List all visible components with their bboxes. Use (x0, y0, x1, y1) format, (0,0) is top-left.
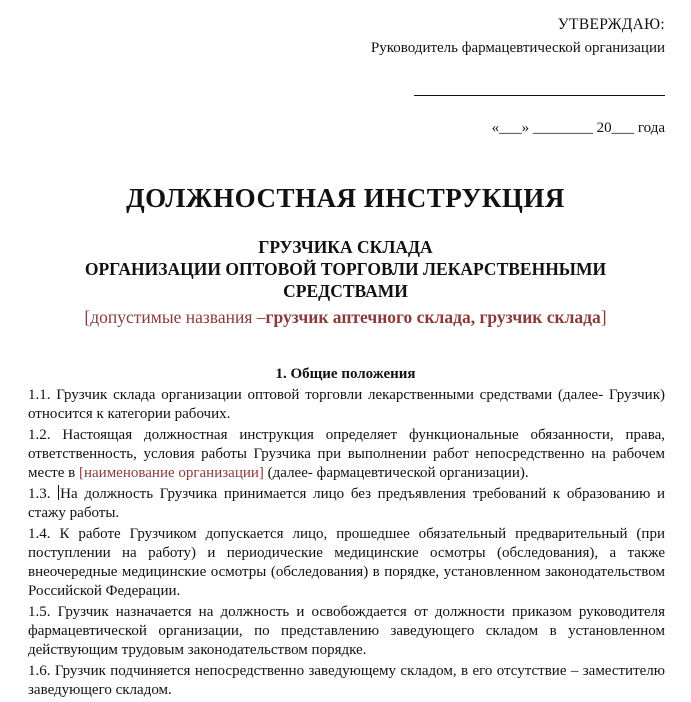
clause-1-3 (28, 485, 665, 523)
approval-position: Руководитель фармацевтической организации (370, 40, 665, 56)
document-title: ДОЛЖНОСТНАЯ ИНСТРУКЦИЯ (126, 183, 565, 213)
subtitle-line-3: СРЕДСТВАМИ (283, 281, 408, 301)
clause-1-4: 1.4. К работе Грузчиком допускается лицо, прошедшее обязательный предварительный (при поступлении на работу) и периодические медицинские осмотры (обследования), а также внеочередные медицинские осмотры (обследования) в порядке, установленном законодательством Российской Федерации. (28, 526, 665, 599)
organization-name-placeholder: [наименование организации] (78, 465, 264, 481)
approval-title: УТВЕРЖДАЮ: (557, 16, 665, 33)
clause-1-5: 1.5. Грузчик назначается на должность и освобождается от должности приказом руководителя фармацевтической организации, по представлению заведующего складом в установленном действующим трудовым законодательством порядке. (28, 604, 665, 658)
section-title: 1. Общие положения (275, 366, 416, 382)
clause-1-2-text-end: (далее- фармацевтической организации). (263, 465, 529, 481)
alt-names-suffix: ] (600, 307, 607, 327)
clause-1-3-text: На должность Грузчика принимается лицо без предъявления требований к образованию и стажу работы. (28, 486, 665, 521)
clause-1-2 (28, 426, 665, 483)
subtitle-line-2: ОРГАНИЗАЦИИ ОПТОВОЙ ТОРГОВЛИ ЛЕКАРСТВЕННЫМИ (84, 259, 607, 279)
subtitle-line-1: ГРУЗЧИКА СКЛАДА (258, 237, 433, 257)
clause-list (28, 386, 665, 702)
alt-names-prefix: [допустимые названия – (84, 307, 266, 327)
clause-1-6: 1.6. Грузчик подчиняется непосредственно заведующему складом, в его отсутствие – заместителю заведующего складом. (28, 663, 665, 698)
clause-1-2-text-start: 1.2. Настоящая должностная инструкция определяет функциональные обязанности, права, ответственность, условия работы Грузчика при выполнении работ непосредственно на рабочем месте в (28, 427, 665, 481)
clause-1-3-number: 1.3. (28, 486, 58, 502)
approval-date-line: «___» ________ 20___ года (491, 120, 665, 136)
alternative-names (0, 305, 691, 329)
signature-line (414, 95, 665, 96)
clause-1-1: 1.1. Грузчик склада организации оптовой торговли лекарственными средствами (далее- Грузчик) относится к категории рабочих. (28, 387, 665, 422)
document-subtitle (40, 236, 651, 302)
alt-names-bold: грузчик аптечного склада, грузчик склада (265, 307, 601, 327)
